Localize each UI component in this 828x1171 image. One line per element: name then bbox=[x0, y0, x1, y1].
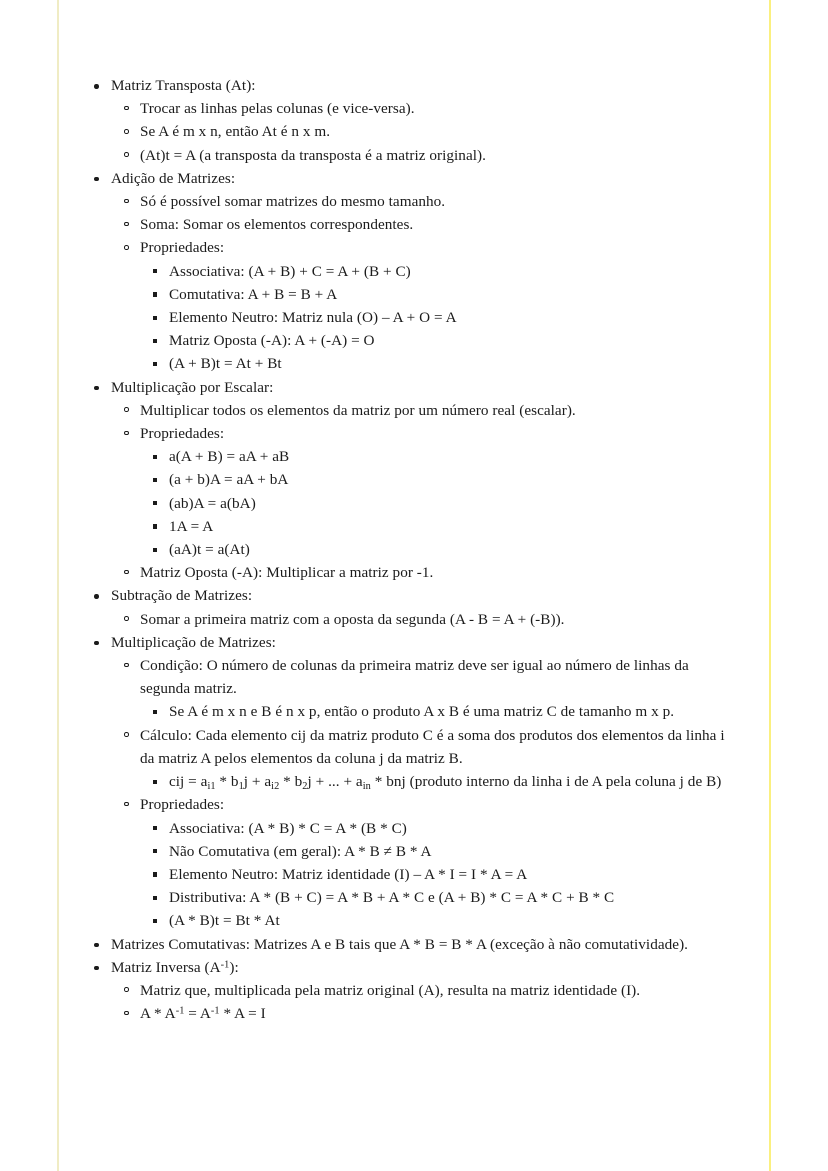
outline-item-text: Matrizes Comutativas: Matrizes A e B tais que A * B = B * A (exceção à não comutatividade). bbox=[111, 933, 740, 956]
outline-item-text: Se A é m x n, então At é n x m. bbox=[140, 120, 740, 143]
outline-item-text: Elemento Neutro: Matriz nula (O) – A + O = A bbox=[169, 306, 740, 329]
outline-item-text: 1A = A bbox=[169, 515, 740, 538]
document-body bbox=[0, 74, 828, 1025]
outline-item-level-3 bbox=[169, 445, 740, 468]
outline-item-text: Só é possível somar matrizes do mesmo tamanho. bbox=[140, 190, 740, 213]
outline-item-text: Matriz Transposta (At): bbox=[111, 74, 740, 97]
outline-list-level-2 bbox=[111, 979, 740, 1025]
outline-item-text: Multiplicação por Escalar: bbox=[111, 376, 740, 399]
outline-item-text: Propriedades: bbox=[140, 793, 740, 816]
outline-item-text: a(A + B) = aA + aB bbox=[169, 445, 740, 468]
outline-item-text: Associativa: (A + B) + C = A + (B + C) bbox=[169, 260, 740, 283]
outline-item-text: Propriedades: bbox=[140, 236, 740, 259]
outline-item-text: (ab)A = a(bA) bbox=[169, 492, 740, 515]
outline-item-level-3 bbox=[169, 329, 740, 352]
outline-item-level-3 bbox=[169, 700, 740, 723]
outline-item-level-2 bbox=[140, 793, 740, 932]
outline-item-level-3 bbox=[169, 909, 740, 932]
outline-list-level-2 bbox=[111, 190, 740, 376]
outline-item-text: Matriz que, multiplicada pela matriz original (A), resulta na matriz identidade (I). bbox=[140, 979, 740, 1002]
outline-item-text: (A + B)t = At + Bt bbox=[169, 352, 740, 375]
outline-item-text: Subtração de Matrizes: bbox=[111, 584, 740, 607]
outline-list-level-3 bbox=[140, 770, 740, 793]
outline-item-level-1 bbox=[111, 376, 740, 585]
outline-list-level-2 bbox=[111, 399, 740, 585]
outline-item-text: (A * B)t = Bt * At bbox=[169, 909, 740, 932]
outline-item-text: cij = $a_{i1} * b_1j + a_{i2} * b_2j$ + ... + $a_{in}$ * bnj (produto interno da linha i de A pela coluna j de B) bbox=[169, 770, 740, 793]
outline-list-level-2 bbox=[111, 97, 740, 167]
outline-item-level-2 bbox=[140, 654, 740, 724]
outline-item-text: Multiplicação de Matrizes: bbox=[111, 631, 740, 654]
outline-item-text: Cálculo: Cada elemento cij da matriz produto C é a soma dos produtos dos elementos da linha i da matriz A pelos elementos da coluna j da matriz B. bbox=[140, 724, 740, 770]
outline-item-level-3 bbox=[169, 283, 740, 306]
outline-item-text: Não Comutativa (em geral): A * B ≠ B * A bbox=[169, 840, 740, 863]
outline-item-level-3 bbox=[169, 260, 740, 283]
outline-item-level-2 bbox=[140, 608, 740, 631]
outline-item-level-2 bbox=[140, 144, 740, 167]
outline-item-level-3 bbox=[169, 886, 740, 909]
outline-item-level-3 bbox=[169, 468, 740, 491]
outline-item-level-3 bbox=[169, 352, 740, 375]
outline-item-level-2 bbox=[140, 236, 740, 375]
outline-item-level-1 bbox=[111, 956, 740, 1026]
outline-item-level-2 bbox=[140, 724, 740, 794]
outline-item-text: Somar a primeira matriz com a oposta da segunda (A - B = A + (-B)). bbox=[140, 608, 740, 631]
outline-item-text: Se A é m x n e B é n x p, então o produto A x B é uma matriz C de tamanho m x p. bbox=[169, 700, 740, 723]
outline-item-level-3 bbox=[169, 538, 740, 561]
outline-item-level-3 bbox=[169, 863, 740, 886]
outline-item-level-2 bbox=[140, 399, 740, 422]
outline-item-level-3 bbox=[169, 840, 740, 863]
outline-item-level-2 bbox=[140, 422, 740, 561]
outline-item-text: Distributiva: A * (B + C) = A * B + A * C e (A + B) * C = A * C + B * C bbox=[169, 886, 740, 909]
outline-item-level-2 bbox=[140, 1002, 740, 1025]
outline-item-level-1 bbox=[111, 933, 740, 956]
outline-list-level-2 bbox=[111, 654, 740, 932]
outline-list-level-3 bbox=[140, 445, 740, 561]
outline-item-level-1 bbox=[111, 584, 740, 630]
outline-list-level-2 bbox=[111, 608, 740, 631]
outline-item-text: $A * A^{-1} = A^{-1} * A = I$ bbox=[140, 1002, 740, 1025]
outline-item-text: Propriedades: bbox=[140, 422, 740, 445]
outline-item-text: Soma: Somar os elementos correspondentes. bbox=[140, 213, 740, 236]
outline-item-text: Matriz Oposta (-A): A + (-A) = O bbox=[169, 329, 740, 352]
outline-item-level-3 bbox=[169, 515, 740, 538]
outline-item-level-2 bbox=[140, 979, 740, 1002]
outline-item-level-2 bbox=[140, 120, 740, 143]
outline-item-level-3 bbox=[169, 817, 740, 840]
outline-item-level-3 bbox=[169, 770, 740, 793]
outline-item-level-3 bbox=[169, 306, 740, 329]
outline-item-level-2 bbox=[140, 213, 740, 236]
outline-item-text: (aA)t = a(At) bbox=[169, 538, 740, 561]
outline-item-level-2 bbox=[140, 97, 740, 120]
outline-item-text: (At)t = A (a transposta da transposta é a matriz original). bbox=[140, 144, 740, 167]
outline-item-level-3 bbox=[169, 492, 740, 515]
outline-item-level-1 bbox=[111, 631, 740, 933]
outline-item-text: Elemento Neutro: Matriz identidade (I) – A * I = I * A = A bbox=[169, 863, 740, 886]
outline-item-text: Multiplicar todos os elementos da matriz por um número real (escalar). bbox=[140, 399, 740, 422]
outline-item-level-2 bbox=[140, 190, 740, 213]
outline-item-text: Condição: O número de colunas da primeira matriz deve ser igual ao número de linhas da segunda matriz. bbox=[140, 654, 740, 700]
outline-item-level-1 bbox=[111, 167, 740, 376]
outline-list-level-3 bbox=[140, 817, 740, 933]
outline-item-text: (a + b)A = aA + bA bbox=[169, 468, 740, 491]
outline-item-text: Comutativa: A + B = B + A bbox=[169, 283, 740, 306]
outline-item-level-2 bbox=[140, 561, 740, 584]
outline-list-level-3 bbox=[140, 260, 740, 376]
outline-item-level-1 bbox=[111, 74, 740, 167]
outline-list-level-1 bbox=[0, 74, 828, 1025]
outline-item-text: Associativa: (A * B) * C = A * (B * C) bbox=[169, 817, 740, 840]
outline-item-text: Matriz Oposta (-A): Multiplicar a matriz por -1. bbox=[140, 561, 740, 584]
outline-item-text: Matriz Inversa $(A^{-1})$: bbox=[111, 956, 740, 979]
outline-item-text: Adição de Matrizes: bbox=[111, 167, 740, 190]
outline-item-text: Trocar as linhas pelas colunas (e vice-versa). bbox=[140, 97, 740, 120]
outline-list-level-3 bbox=[140, 700, 740, 723]
